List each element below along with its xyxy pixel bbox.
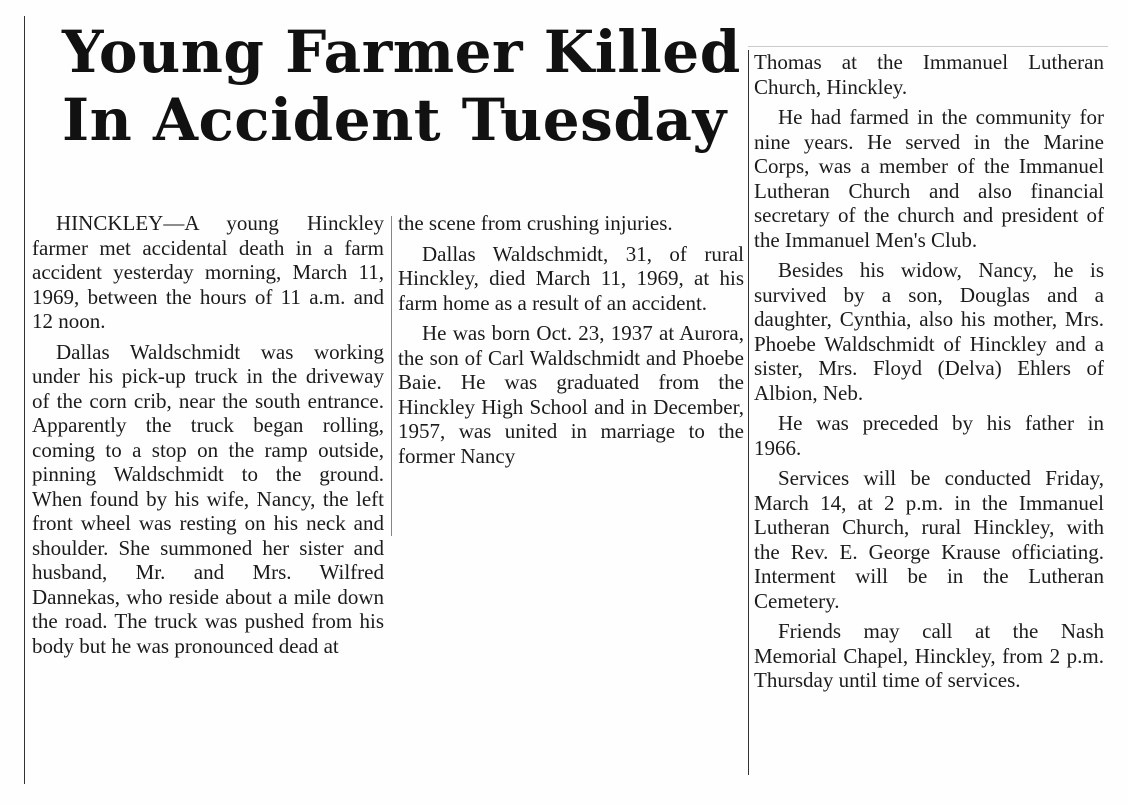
dateline-paragraph: HINCKLEY—A young Hinckley farmer met accidental death in a farm accident yesterday morning, March 11, 1969, between the hours of 11 a.m. and 12 noon. (32, 211, 384, 333)
headline-line-2: In Accident Tuesday (62, 86, 727, 154)
continuation-paragraph: the scene from crushing injuries. (398, 211, 673, 235)
column-rule-right (748, 50, 749, 775)
services-paragraph: Services will be conducted Friday, March 14, at 2 p.m. in the Immanuel Lutheran Church, rural Hinckley, with the Rev. E. George Krause officiating. Interment will be in the Lutheran Cemetery. (754, 466, 1104, 613)
article-column-3 (754, 50, 1104, 699)
death-notice-paragraph: Dallas Waldschmidt, 31, of rural Hinckley, died March 11, 1969, at his farm home as a result of an accident. (398, 241, 744, 315)
article-column-2 (398, 211, 744, 474)
accident-details-paragraph: Dallas Waldschmidt was working under his pick-up truck in the driveway of the corn crib, near the south entrance. Apparently the truck began rolling, coming to a stop on the ramp outside, pinning Waldschmidt to the ground. When found by his wife, Nancy, the left front wheel was resting on his neck and shoulder. She summoned her sister and husband, Mr. and Mrs. Wilfred Dannekas, who reside about a mile down the road. The truck was pushed from his body but he was pronounced dead at (32, 339, 384, 658)
column-rule-middle (391, 216, 392, 536)
continuation-paragraph: Thomas at the Immanuel Lutheran Church, Hinckley. (754, 50, 1104, 99)
headline-line-1: Young Farmer Killed (62, 18, 741, 86)
visitation-paragraph: Friends may call at the Nash Memorial Chapel, Hinckley, from 2 p.m. Thursday until time of services. (754, 619, 1104, 692)
article-column-1 (32, 211, 384, 664)
preceded-paragraph: He was preceded by his father in 1966. (754, 411, 1104, 460)
column-rule-left (24, 16, 25, 784)
career-paragraph: He had farmed in the community for nine years. He served in the Marine Corps, was a member of the Immanuel Lutheran Church and also financial secretary of the church and president of the Immanuel Men's Club. (754, 105, 1104, 252)
clipping-top-edge (748, 46, 1108, 47)
survivors-paragraph: Besides his widow, Nancy, he is survived by a son, Douglas and a daughter, Cynthia, also his mother, Mrs. Phoebe Waldschmidt of Hinckley and a sister, Mrs. Floyd (Delva) Ehlers of Albion, Neb. (754, 258, 1104, 405)
biography-paragraph: He was born Oct. 23, 1937 at Aurora, the son of Carl Waldschmidt and Phoebe Baie. He was graduated from the Hinckley High School and in December, 1957, was united in marriage to the former Nancy (398, 321, 744, 468)
headline (62, 18, 742, 154)
